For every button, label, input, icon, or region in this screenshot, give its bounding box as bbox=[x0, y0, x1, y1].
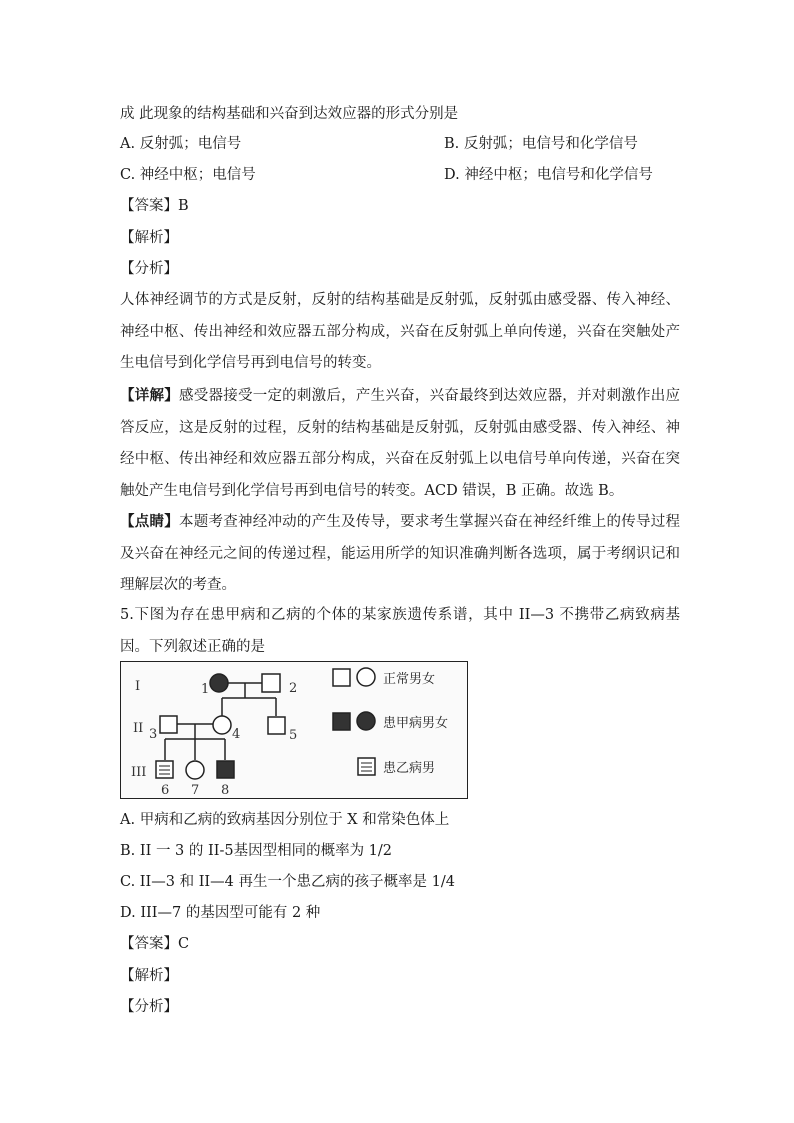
q4-jiexi-heading: 【解析】 bbox=[120, 230, 178, 246]
gen-label-i: I bbox=[135, 679, 141, 694]
ii5-number: 5 bbox=[289, 728, 298, 743]
q4-option-d: D. 神经中枢；电信号和化学信号 bbox=[444, 167, 653, 183]
pedigree-figure bbox=[120, 661, 468, 799]
q5-answer: 【答案】C bbox=[120, 936, 190, 952]
legend-normal-female-circle bbox=[357, 668, 375, 686]
i1-affected-female bbox=[210, 674, 228, 692]
q4-option-c: C. 神经中枢；电信号 bbox=[120, 167, 256, 183]
q4-fenxi-heading: 【分析】 bbox=[120, 261, 178, 277]
legend-yi-label: 患乙病男 bbox=[383, 761, 436, 776]
ii4-number: 4 bbox=[232, 727, 241, 742]
q5-option-a: A. 甲病和乙病的致病基因分别位于 X 和常染色体上 bbox=[120, 812, 450, 828]
iii7-number: 7 bbox=[191, 783, 200, 798]
q4-comment-text: 本题考查神经冲动的产生及传导，要求考生掌握兴奋在神经纤维上的传导过程及兴奋在神经元之间的传递过程，能运用所学的知识准确判断各选项，属于考纲识记和理解层次的考查。 bbox=[120, 514, 681, 593]
gen-label-iii: III bbox=[131, 765, 147, 780]
i2-normal-male bbox=[262, 674, 280, 692]
q4-comment-paragraph bbox=[120, 506, 680, 602]
ii3-number: 3 bbox=[149, 727, 158, 742]
q5-option-d: D. III—7 的基因型可能有 2 种 bbox=[120, 905, 321, 921]
q4-comment-tag: 【点睛】 bbox=[120, 513, 179, 530]
legend-jia-label: 患甲病男女 bbox=[383, 716, 449, 731]
pedigree-chart bbox=[121, 662, 467, 798]
q4-option-b: B. 反射弧；电信号和化学信号 bbox=[444, 136, 638, 152]
q5-option-b: B. II 一 3 的 II-5基因型相同的概率为 1/2 bbox=[120, 843, 393, 859]
legend-jia-female-circle bbox=[357, 712, 375, 730]
ii5-normal-male bbox=[268, 717, 285, 734]
q5-stem: 5.下图为存在患甲病和乙病的个体的某家族遗传系谱，其中 II—3 不携带乙病致病基因。下列叙述正确的是 bbox=[120, 607, 680, 655]
i1-number: 1 bbox=[201, 682, 210, 697]
q5-option-c: C. II—3 和 II—4 再生一个患乙病的孩子概率是 1/4 bbox=[120, 874, 455, 890]
ii3-normal-male bbox=[160, 716, 177, 733]
iii7-normal-female bbox=[186, 761, 204, 779]
iii8-jia-affected-male bbox=[217, 761, 234, 778]
q4-analysis-text: 人体神经调节的方式是反射，反射的结构基础是反射弧，反射弧由感受器、传入神经、神经中枢、传出神经和效应器五部分构成，兴奋在反射弧上单向传递，兴奋在突触处产生电信号到化学信号再到电信号的转变。 bbox=[120, 292, 680, 371]
ii4-normal-female bbox=[213, 716, 231, 734]
q5-jiexi-heading: 【解析】 bbox=[120, 968, 178, 984]
q4-detail-tag: 【详解】 bbox=[120, 387, 179, 404]
legend-normal-label: 正常男女 bbox=[383, 672, 436, 687]
q5-fenxi-heading: 【分析】 bbox=[120, 999, 178, 1015]
q4-stem: 成 此现象的结构基础和兴奋到达效应器的形式分别是 bbox=[120, 106, 459, 122]
q4-answer: 【答案】B bbox=[120, 198, 189, 214]
legend-jia-male-square bbox=[333, 713, 350, 730]
q4-detail-text: 感受器接受一定的刺激后，产生兴奋，兴奋最终到达效应器，并对刺激作出应答反应，这是反射的过程，反射的结构基础是反射弧，反射弧由感受器、传入神经、神经中枢、传出神经和效应器五部分构成，兴奋在反射弧上以电信号单向传递，兴奋在突触处产生电信号到化学信号再到电信号的转变。ACD 错误，B 正确。故选 B。 bbox=[120, 388, 681, 499]
iii6-number: 6 bbox=[161, 783, 170, 798]
i2-number: 2 bbox=[289, 681, 298, 696]
iii8-number: 8 bbox=[221, 783, 230, 798]
q4-detail-paragraph bbox=[120, 380, 680, 507]
gen-label-ii: II bbox=[133, 721, 144, 736]
q4-option-a: A. 反射弧；电信号 bbox=[120, 136, 242, 152]
legend-normal-male-square bbox=[333, 669, 350, 686]
